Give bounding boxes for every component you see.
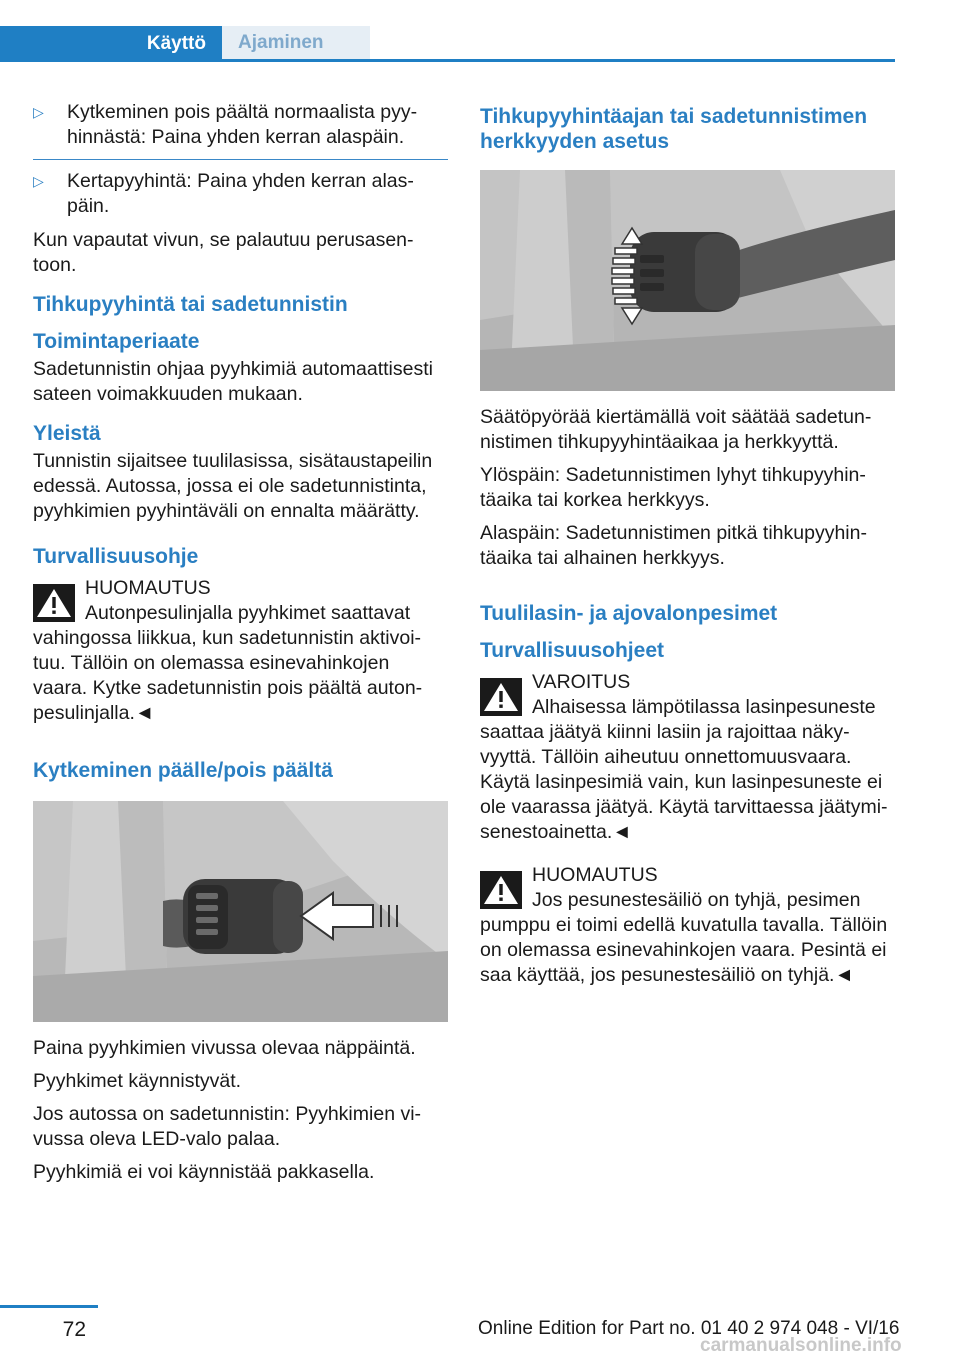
wiper-lever-button-image [33, 801, 448, 1022]
heading-rain-sensor: Tihkupyyhintä tai sadetunnistin [33, 293, 348, 316]
list-item [33, 169, 448, 219]
frost-text: Pyyhkimiä ei voi käynnistää pakkasella. [33, 1161, 375, 1183]
list-divider [33, 159, 448, 160]
release-text: Kun vapautat vivun, se palautuu perusasen‐toon. [33, 229, 414, 276]
warning-triangle-icon [33, 584, 75, 622]
page-number: 72 [62, 1318, 86, 1341]
bullet-text: Kertapyyhintä: Paina yhden kerran alas‐päin. [67, 170, 414, 217]
right-column [480, 100, 895, 996]
warning-text: saattaa jäätyä kiinni lasiin ja rajoittaa näky‐vyyttä. Tällöin aiheutuu onnettomuusvaara. Käytä lasinpesimiä vain, kun lasinpesuneste ei ole vaarassa jäätyä. Käytä tarvittaessa jäätymi‐senestoainetta.◄ [480, 721, 888, 843]
warning-first-line: Jos pesunestesäiliö on tyhjä, pesimen [532, 889, 861, 911]
down-text: Alaspäin: Sadetunnistimen pitkä tihkupyyhin‐täaika tai alhainen herkkyys. [480, 522, 867, 569]
warning-triangle-icon [480, 678, 522, 716]
heading-safety: Turvallisuusohje [33, 545, 199, 568]
warning-first-line: Alhaisessa lämpötilassa lasinpesuneste [532, 696, 876, 718]
tab-ajaminen[interactable]: Ajaminen [222, 26, 370, 59]
warning-title: HUOMAUTUS [532, 864, 658, 886]
list-item [33, 100, 448, 150]
triangle-bullet-icon: ▷ [33, 104, 44, 120]
footer-rule [0, 1305, 98, 1308]
heading-general: Yleistä [33, 422, 101, 445]
warning-text: pumppu ei toimi edellä kuvatulla tavalla. Tällöin on olemassa esinevahinkojen vaara. Pesintä ei saa käyttää, jos pesunestesäiliö on tyhjä.◄ [480, 914, 888, 986]
heading-principle: Toimintaperiaate [33, 330, 200, 353]
warning-triangle-icon [480, 871, 522, 909]
heading-safety-notes: Turvallisuusohjeet [480, 639, 664, 662]
left-column [33, 100, 448, 1193]
start-text: Pyyhkimet käynnistyvät. [33, 1070, 242, 1092]
heading-washers: Tuulilasin- ja ajovalonpesimet [480, 602, 778, 625]
watermark: carmanualsonline.info [700, 1335, 902, 1356]
triangle-bullet-icon: ▷ [33, 173, 44, 189]
header-rule [0, 59, 895, 62]
general-text: Tunnistin sijaitsee tuulilasissa, sisätaustapeilin edessä. Autossa, jossa ei ole sadetunnistinta, pyyhkimien pyyhintäväli on ennalta määrätty. [33, 450, 433, 522]
warning-title: HUOMAUTUS [85, 577, 211, 599]
heading-switch-on-off: Kytkeminen päälle/pois päältä [33, 759, 333, 782]
tab-kaytto[interactable]: Käyttö [0, 26, 222, 62]
principle-text: Sadetunnistin ohjaa pyyhkimiä automaattisesti sateen voimakkuuden mukaan. [33, 358, 433, 405]
warning-title: VAROITUS [532, 671, 631, 693]
led-text: Jos autossa on sadetunnistin: Pyyhkimien vi‐vussa oleva LED-valo palaa. [33, 1103, 422, 1150]
warning-text: vahingossa liikkua, kun sadetunnistin aktivoi‐tuu. Tällöin on olemassa esinevahinkojen vaara. Kytke sadetunnistin pois päältä auton‐pesulinjalla.◄ [33, 627, 423, 724]
press-text: Paina pyyhkimien vivussa olevaa näppäintä. [33, 1037, 416, 1059]
edition-text: Online Edition for Part no. 01 40 2 974 048 - VI/16 [478, 1318, 900, 1339]
heading-sensitivity: Tihkupyyhintäajan tai sadetunnistimen herkkyyden asetus [480, 105, 868, 153]
up-text: Ylöspäin: Sadetunnistimen lyhyt tihkupyyhin‐täaika tai korkea herkkyys. [480, 464, 866, 511]
bullet-text: Kytkeminen pois päältä normaalista pyy‐hinnästä: Paina yhden kerran alaspäin. [67, 101, 418, 148]
warning-block [480, 670, 895, 845]
warning-block [480, 863, 895, 988]
warning-block [33, 576, 448, 726]
warning-first-line: Autonpesulinjalla pyyhkimet saattavat [85, 602, 411, 624]
adjusting-wheel-image [480, 170, 895, 391]
wheel-text: Säätöpyörää kiertämällä voit säätää sadetun‐nistimen tihkupyyhintäaikaa ja herkkyyttä. [480, 406, 872, 453]
chapter-tabs [0, 26, 895, 62]
